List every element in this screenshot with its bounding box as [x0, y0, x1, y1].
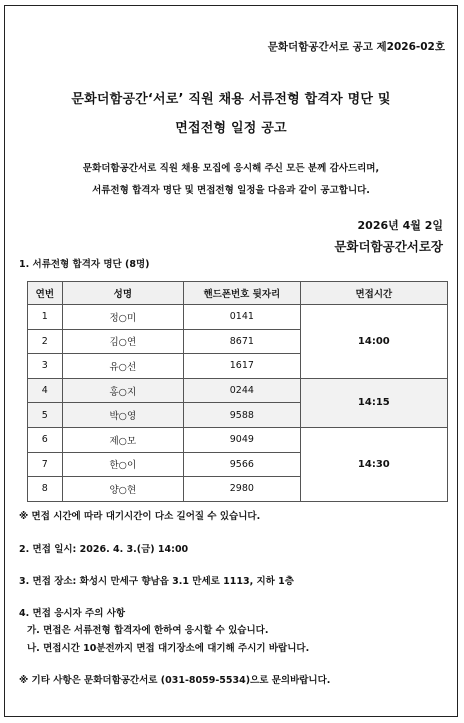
section4-title: 4. 면접 응시자 주의 사항: [19, 608, 126, 619]
applicant-table: [27, 281, 448, 502]
row-phone: 9566: [184, 452, 301, 477]
row-phone: 0244: [184, 378, 301, 403]
notice-title-line2: 면접전형 일정 공고: [175, 121, 287, 136]
wait-time-note: ※ 면접 시간에 따라 대기시간이 다소 길어질 수 있습니다.: [19, 511, 261, 522]
row-no: 3: [28, 354, 63, 379]
row-no: 1: [28, 305, 63, 330]
table-row: [28, 378, 448, 403]
table-header-row: [28, 282, 448, 305]
row-phone: 9588: [184, 403, 301, 428]
row-phone: 8671: [184, 329, 301, 354]
header-no: 연번: [28, 282, 63, 305]
notice-date: 2026년 4월 2일: [357, 219, 443, 232]
row-name: 양○현: [62, 477, 183, 502]
row-name: 김○연: [62, 329, 183, 354]
row-name: 한○이: [62, 452, 183, 477]
row-phone: 2980: [184, 477, 301, 502]
row-no: 5: [28, 403, 63, 428]
interview-time: 14:15: [300, 378, 447, 427]
section4-item-b: 나. 면접시간 10분전까지 면접 대기장소에 대기해 주시기 바랍니다.: [27, 643, 310, 654]
interview-time: 14:30: [300, 427, 447, 501]
row-no: 6: [28, 427, 63, 452]
row-no: 7: [28, 452, 63, 477]
table-row: [28, 427, 448, 452]
header-time: 면접시간: [300, 282, 447, 305]
row-phone: 0141: [184, 305, 301, 330]
row-name: 박○영: [62, 403, 183, 428]
section2-interview-date: 2. 면접 일시: 2026. 4. 3.(금) 14:00: [19, 544, 189, 555]
row-name: 홍○지: [62, 378, 183, 403]
interview-time: 14:00: [300, 305, 447, 379]
intro-line2: 서류전형 합격자 명단 및 면접전형 일정을 다음과 같이 공고합니다.: [92, 185, 370, 196]
header-phone: 핸드폰번호 뒷자리: [184, 282, 301, 305]
row-no: 4: [28, 378, 63, 403]
row-phone: 9049: [184, 427, 301, 452]
header-name: 성명: [62, 282, 183, 305]
row-name: 정○미: [62, 305, 183, 330]
notice-signer: 문화더함공간서로장: [334, 239, 443, 254]
contact-note: ※ 기타 사항은 문화더함공간서로 (031-8059-5534)으로 문의바랍니다.: [19, 675, 331, 686]
row-name: 유○선: [62, 354, 183, 379]
table-row: [28, 305, 448, 330]
section1-title: 1. 서류전형 합격자 명단 (8명): [19, 259, 150, 270]
row-name: 제○모: [62, 427, 183, 452]
section3-interview-place: 3. 면접 장소: 화성시 만세구 향남읍 3.1 만세로 1113, 지하 1층: [19, 576, 294, 587]
row-phone: 1617: [184, 354, 301, 379]
notice-title-line1: 문화더함공간‘서로’ 직원 채용 서류전형 합격자 명단 및: [71, 92, 391, 107]
intro-line1: 문화더함공간서로 직원 채용 모집에 응시해 주신 모든 분께 감사드리며,: [82, 163, 380, 174]
notice-document: [4, 5, 458, 717]
notice-number: 문화더함공간서로 공고 제2026-02호: [267, 41, 445, 53]
row-no: 8: [28, 477, 63, 502]
row-no: 2: [28, 329, 63, 354]
section4-item-a: 가. 면접은 서류전형 합격자에 한하여 응시할 수 있습니다.: [27, 625, 269, 636]
